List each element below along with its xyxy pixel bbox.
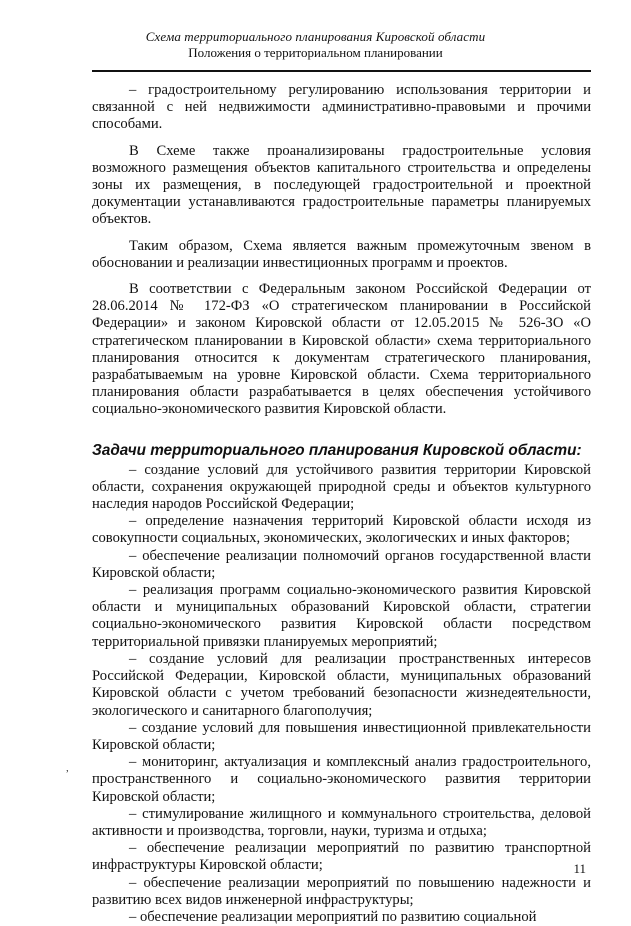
- list-item: – создание условий для реализации пространственных интересов Российской Федерации, Кировской области, муниципальных образований Кировской области с учетом требований безопасности жизнедеятельности, экологического и санитарного благополучия;: [92, 650, 591, 719]
- document-title: Схема территориального планирования Кировской области: [145, 29, 486, 44]
- list-item: – обеспечение реализации мероприятий по развитию социальной: [129, 908, 537, 925]
- list-item: – реализация программ социально-экономического развития Кировской области и муниципальных образований Кировской области, стратегии социально-экономического развития Кировской области посредством территориальной привязки планируемых мероприятий;: [92, 582, 591, 650]
- list-item: – обеспечение реализации мероприятий по повышению надежности и развитию всех видов инженерной инфраструктуры;: [92, 874, 591, 908]
- list-item: – определение назначения территорий Кировской области исходя из совокупности социальных, экономических, экологических и иных факторов;: [92, 513, 591, 547]
- scan-mark: ,: [66, 762, 69, 774]
- document-body: [92, 82, 591, 926]
- paragraph: В соответствии с Федеральным законом Российской Федерации от 28.06.2014 № 172-ФЗ «О стратегическом планировании в Российской Федерации» и законом Кировской области от 12.05.2015 № 526-ЗО «О стратегическом планировании в Кировской области» схема территориального планирования относится к документам стратегического планирования, разрабатываемым на уровне Кировской области. Схема территориального планирования области разрабатывается в целях обеспечения устойчивого социально-экономического развития Кировской области.: [92, 281, 591, 418]
- list-item: – стимулирование жилищного и коммунального строительства, деловой активности и производства, торговли, науки, туризма и отдыха;: [92, 805, 591, 839]
- list-item: – обеспечение реализации мероприятий по развитию транспортной инфраструктуры Кировской области;: [92, 840, 591, 874]
- page-number: 11: [573, 861, 586, 876]
- list-item: – создание условий для повышения инвестиционной привлекательности Кировской области;: [92, 719, 591, 753]
- list-item: – мониторинг, актуализация и комплексный анализ градостроительного, пространственного и социально-экономического развития территории Кировской области;: [92, 754, 591, 805]
- paragraph: В Схеме также проанализированы градостроительные условия возможного размещения объектов капитального строительства и определены зоны их размещения, в последующей градостроительной и проектной документации устанавливаются градостроительные параметры планируемых объектов.: [92, 142, 591, 228]
- paragraph: – градостроительному регулированию использования территории и связанной с ней недвижимости административно-правовыми и прочими способами.: [92, 82, 591, 133]
- list-item: – обеспечение реализации полномочий органов государственной власти Кировской области;: [92, 547, 591, 581]
- list-item: – создание условий для устойчивого развития территории Кировской области, сохранения окружающей природной среды и объектов культурного наследия народов Российской Федерации;: [92, 461, 591, 513]
- document-subtitle: Положения о территориальном планировании: [188, 45, 443, 60]
- paragraph: Таким образом, Схема является важным промежуточным звеном в обосновании и реализации инвестиционных программ и проектов.: [92, 237, 591, 271]
- header-divider: [92, 70, 591, 72]
- section-heading: Задачи территориального планирования Кировской области:: [92, 441, 582, 459]
